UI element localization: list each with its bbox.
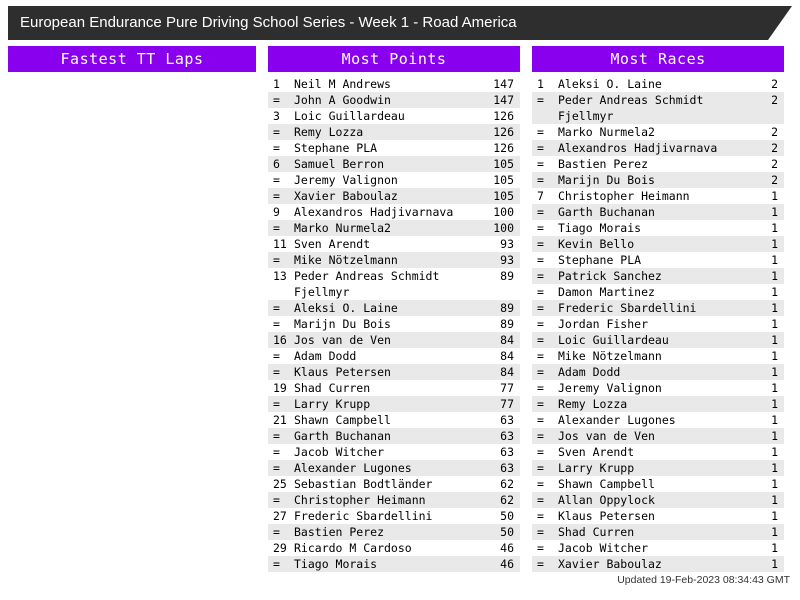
row-driver-name: Allan Oppylock xyxy=(558,493,655,507)
row-value: 63 xyxy=(500,445,514,459)
row-value: 77 xyxy=(500,381,514,395)
row-position: = xyxy=(273,93,280,107)
row-driver-name: Jeremy Valignon xyxy=(294,173,398,187)
row-value: 1 xyxy=(771,461,778,475)
table-row xyxy=(268,540,520,556)
row-value: 1 xyxy=(771,509,778,523)
row-position: = xyxy=(537,93,544,107)
table-row xyxy=(268,492,520,508)
row-driver-name: Kevin Bello xyxy=(558,237,635,251)
row-position: = xyxy=(273,397,280,411)
table-row xyxy=(268,556,520,572)
table-row xyxy=(268,316,520,332)
row-position: = xyxy=(537,557,544,571)
row-position: = xyxy=(273,365,280,379)
row-value: 93 xyxy=(500,253,514,267)
row-position: = xyxy=(273,461,280,475)
row-driver-name: Samuel Berron xyxy=(294,157,385,171)
column-most-points xyxy=(268,46,520,572)
row-position: = xyxy=(273,525,280,539)
row-position: = xyxy=(537,333,544,347)
row-position: = xyxy=(537,477,544,491)
row-driver-name: Xavier Baboulaz xyxy=(294,189,398,203)
row-value: 100 xyxy=(493,205,514,219)
column-header-fastest-tt-laps: Fastest TT Laps xyxy=(8,46,256,72)
table-row xyxy=(268,108,520,124)
table-row xyxy=(532,412,784,428)
row-driver-name: John A Goodwin xyxy=(294,93,391,107)
table-row xyxy=(268,508,520,524)
row-driver-name: Ricardo M Cardoso xyxy=(294,541,412,555)
row-value: 1 xyxy=(771,269,778,283)
table-row xyxy=(532,140,784,156)
table-row xyxy=(268,140,520,156)
row-value: 63 xyxy=(500,413,514,427)
row-value: 1 xyxy=(771,365,778,379)
table-row xyxy=(268,172,520,188)
table-row xyxy=(268,92,520,108)
row-value: 1 xyxy=(771,541,778,555)
table-row xyxy=(532,460,784,476)
row-driver-name: Marijn Du Bois xyxy=(558,173,655,187)
row-driver-name: Tiago Morais xyxy=(558,221,642,235)
table-row xyxy=(532,252,784,268)
table-row xyxy=(268,332,520,348)
table-row xyxy=(532,236,784,252)
table-row xyxy=(268,188,520,204)
table-row xyxy=(532,188,784,204)
row-driver-name: Adam Dodd xyxy=(294,349,357,363)
table-row xyxy=(268,268,520,300)
row-value: 63 xyxy=(500,429,514,443)
rows-most-points xyxy=(268,76,520,572)
row-value: 2 xyxy=(771,77,778,91)
row-position: = xyxy=(537,429,544,443)
row-driver-name: Alexander Lugones xyxy=(294,461,412,475)
row-position: = xyxy=(273,429,280,443)
row-value: 89 xyxy=(500,317,514,331)
row-position: = xyxy=(273,141,280,155)
table-row xyxy=(532,444,784,460)
row-position: 27 xyxy=(273,509,287,523)
row-value: 105 xyxy=(493,173,514,187)
row-value: 1 xyxy=(771,237,778,251)
row-driver-name: Sven Arendt xyxy=(294,237,371,251)
row-value: 147 xyxy=(493,77,514,91)
row-value: 126 xyxy=(493,109,514,123)
rows-most-races xyxy=(532,76,784,572)
row-position: 3 xyxy=(273,109,280,123)
table-row xyxy=(532,492,784,508)
row-driver-name: Frederic Sbardellini xyxy=(294,509,433,523)
row-driver-name: Sven Arendt xyxy=(558,445,635,459)
row-value: 126 xyxy=(493,125,514,139)
row-driver-name: Neil M Andrews xyxy=(294,77,391,91)
row-value: 63 xyxy=(500,461,514,475)
table-row xyxy=(268,204,520,220)
table-row xyxy=(532,156,784,172)
row-value: 84 xyxy=(500,365,514,379)
row-position: = xyxy=(273,253,280,267)
row-driver-name: Adam Dodd xyxy=(558,365,621,379)
page-title: European Endurance Pure Driving School Series - Week 1 - Road America xyxy=(20,14,517,31)
row-position: = xyxy=(273,445,280,459)
row-driver-name: Jordan Fisher xyxy=(558,317,649,331)
row-value: 1 xyxy=(771,349,778,363)
row-value: 2 xyxy=(771,125,778,139)
title-bar-corner-fold xyxy=(768,6,792,40)
row-value: 147 xyxy=(493,93,514,107)
table-row xyxy=(532,476,784,492)
row-value: 1 xyxy=(771,317,778,331)
column-header-most-points: Most Points xyxy=(268,46,520,72)
row-position: = xyxy=(273,557,280,571)
row-position: = xyxy=(273,493,280,507)
row-position: 16 xyxy=(273,333,287,347)
table-row xyxy=(532,540,784,556)
row-driver-name: Marko Nurmela2 xyxy=(294,221,391,235)
table-row xyxy=(268,396,520,412)
row-driver-name: Larry Krupp xyxy=(294,397,371,411)
row-driver-name: Alexander Lugones xyxy=(558,413,676,427)
row-driver-name: Remy Lozza xyxy=(558,397,628,411)
row-value: 1 xyxy=(771,557,778,571)
row-driver-name: Alexandros Hadjivarnava xyxy=(558,141,718,155)
row-position: = xyxy=(273,173,280,187)
row-value: 62 xyxy=(500,493,514,507)
row-driver-name: Loic Guillardeau xyxy=(558,333,669,347)
row-value: 1 xyxy=(771,525,778,539)
row-position: 1 xyxy=(537,77,544,91)
row-position: 25 xyxy=(273,477,287,491)
row-position: = xyxy=(537,125,544,139)
row-value: 2 xyxy=(771,93,778,107)
row-position: 13 xyxy=(273,269,287,283)
title-bar xyxy=(8,6,792,40)
table-row xyxy=(268,524,520,540)
row-driver-name: Jacob Witcher xyxy=(558,541,649,555)
row-value: 1 xyxy=(771,413,778,427)
table-row xyxy=(268,460,520,476)
row-value: 89 xyxy=(500,269,514,283)
table-row xyxy=(268,236,520,252)
row-value: 62 xyxy=(500,477,514,491)
row-position: = xyxy=(537,381,544,395)
table-row xyxy=(268,364,520,380)
row-position: = xyxy=(537,509,544,523)
table-row xyxy=(532,300,784,316)
row-value: 126 xyxy=(493,141,514,155)
row-value: 50 xyxy=(500,509,514,523)
row-driver-name: Marijn Du Bois xyxy=(294,317,391,331)
row-value: 1 xyxy=(771,381,778,395)
row-value: 1 xyxy=(771,253,778,267)
table-row xyxy=(268,412,520,428)
row-value: 1 xyxy=(771,221,778,235)
row-position: = xyxy=(537,461,544,475)
row-position: = xyxy=(537,157,544,171)
row-value: 89 xyxy=(500,301,514,315)
row-position: = xyxy=(537,397,544,411)
row-driver-name: Aleksi O. Laine xyxy=(294,301,398,315)
column-header-most-races: Most Races xyxy=(532,46,784,72)
table-row xyxy=(532,524,784,540)
row-position: = xyxy=(273,221,280,235)
row-driver-name: Tiago Morais xyxy=(294,557,378,571)
table-row xyxy=(268,76,520,92)
table-row xyxy=(532,364,784,380)
row-value: 1 xyxy=(771,477,778,491)
table-row xyxy=(268,124,520,140)
row-driver-name: Stephane PLA xyxy=(294,141,378,155)
row-driver-name: Klaus Petersen xyxy=(558,509,655,523)
row-driver-name: Jacob Witcher xyxy=(294,445,385,459)
row-driver-name: Patrick Sanchez xyxy=(558,269,662,283)
row-position: 19 xyxy=(273,381,287,395)
row-position: 9 xyxy=(273,205,280,219)
row-value: 1 xyxy=(771,493,778,507)
row-driver-name: Klaus Petersen xyxy=(294,365,391,379)
row-position: = xyxy=(537,445,544,459)
row-driver-name: Xavier Baboulaz xyxy=(558,557,662,571)
row-position: = xyxy=(273,301,280,315)
row-driver-name: Jos van de Ven xyxy=(294,333,391,347)
row-value: 1 xyxy=(771,333,778,347)
row-value: 1 xyxy=(771,397,778,411)
row-position: = xyxy=(537,525,544,539)
table-row xyxy=(268,220,520,236)
row-value: 2 xyxy=(771,173,778,187)
row-driver-name: Loic Guillardeau xyxy=(294,109,405,123)
row-position: = xyxy=(537,269,544,283)
row-position: = xyxy=(537,301,544,315)
row-driver-name: Mike Nötzelmann xyxy=(558,349,662,363)
row-driver-name: Garth Buchanan xyxy=(294,429,391,443)
table-row xyxy=(532,220,784,236)
row-position: = xyxy=(537,221,544,235)
row-driver-name: Bastien Perez xyxy=(558,157,649,171)
row-driver-name: Larry Krupp xyxy=(558,461,635,475)
row-value: 1 xyxy=(771,445,778,459)
table-row xyxy=(268,348,520,364)
table-row xyxy=(532,268,784,284)
row-position: = xyxy=(273,189,280,203)
row-position: = xyxy=(273,125,280,139)
row-position: = xyxy=(537,285,544,299)
row-driver-name: Stephane PLA xyxy=(558,253,642,267)
row-position: = xyxy=(273,349,280,363)
row-driver-name: Alexandros Hadjivarnava xyxy=(294,205,454,219)
row-position: = xyxy=(537,365,544,379)
row-value: 1 xyxy=(771,301,778,315)
row-driver-name: Peder Andreas Schmidt Fjellmyr xyxy=(558,93,704,123)
table-row xyxy=(532,124,784,140)
column-most-races xyxy=(532,46,784,572)
table-row xyxy=(532,204,784,220)
row-position: = xyxy=(537,493,544,507)
row-value: 46 xyxy=(500,557,514,571)
row-value: 77 xyxy=(500,397,514,411)
table-row xyxy=(532,316,784,332)
table-row xyxy=(268,300,520,316)
row-driver-name: Bastien Perez xyxy=(294,525,385,539)
table-row xyxy=(268,444,520,460)
row-driver-name: Damon Martinez xyxy=(558,285,655,299)
table-row xyxy=(532,76,784,92)
row-driver-name: Garth Buchanan xyxy=(558,205,655,219)
row-position: = xyxy=(537,253,544,267)
row-position: = xyxy=(537,237,544,251)
row-position: = xyxy=(537,349,544,363)
table-row xyxy=(532,556,784,572)
row-driver-name: Frederic Sbardellini xyxy=(558,301,697,315)
row-value: 93 xyxy=(500,237,514,251)
row-value: 1 xyxy=(771,285,778,299)
table-row xyxy=(268,252,520,268)
row-driver-name: Peder Andreas Schmidt Fjellmyr xyxy=(294,269,440,299)
row-driver-name: Jeremy Valignon xyxy=(558,381,662,395)
row-value: 105 xyxy=(493,189,514,203)
table-row xyxy=(532,284,784,300)
row-value: 1 xyxy=(771,205,778,219)
row-driver-name: Shad Curren xyxy=(294,381,371,395)
row-position: 6 xyxy=(273,157,280,171)
table-row xyxy=(532,92,784,124)
row-driver-name: Christopher Heimann xyxy=(294,493,426,507)
row-value: 105 xyxy=(493,157,514,171)
row-value: 100 xyxy=(493,221,514,235)
updated-timestamp: Updated 19-Feb-2023 08:34:43 GMT xyxy=(617,574,790,586)
row-driver-name: Mike Nötzelmann xyxy=(294,253,398,267)
table-row xyxy=(268,156,520,172)
row-value: 50 xyxy=(500,525,514,539)
row-position: 7 xyxy=(537,189,544,203)
row-driver-name: Shad Curren xyxy=(558,525,635,539)
row-value: 46 xyxy=(500,541,514,555)
row-position: 11 xyxy=(273,237,287,251)
row-position: = xyxy=(537,317,544,331)
row-driver-name: Shawn Campbell xyxy=(558,477,655,491)
row-value: 84 xyxy=(500,349,514,363)
row-value: 1 xyxy=(771,429,778,443)
row-position: 1 xyxy=(273,77,280,91)
row-driver-name: Aleksi O. Laine xyxy=(558,77,662,91)
table-row xyxy=(532,348,784,364)
row-value: 84 xyxy=(500,333,514,347)
table-row xyxy=(532,396,784,412)
row-position: = xyxy=(273,317,280,331)
table-row xyxy=(532,428,784,444)
row-value: 2 xyxy=(771,141,778,155)
row-position: = xyxy=(537,205,544,219)
row-driver-name: Christopher Heimann xyxy=(558,189,690,203)
row-position: = xyxy=(537,173,544,187)
row-driver-name: Marko Nurmela2 xyxy=(558,125,655,139)
row-position: = xyxy=(537,141,544,155)
table-row xyxy=(532,332,784,348)
table-row xyxy=(532,172,784,188)
row-driver-name: Remy Lozza xyxy=(294,125,364,139)
row-driver-name: Sebastian Bodtländer xyxy=(294,477,433,491)
row-driver-name: Shawn Campbell xyxy=(294,413,391,427)
row-position: 29 xyxy=(273,541,287,555)
table-row xyxy=(268,476,520,492)
row-driver-name: Jos van de Ven xyxy=(558,429,655,443)
row-position: = xyxy=(537,413,544,427)
row-value: 2 xyxy=(771,157,778,171)
column-fastest-tt-laps xyxy=(8,46,256,76)
table-row xyxy=(268,380,520,396)
table-row xyxy=(532,380,784,396)
table-row xyxy=(268,428,520,444)
table-row xyxy=(532,508,784,524)
row-value: 1 xyxy=(771,189,778,203)
row-position: 21 xyxy=(273,413,287,427)
row-position: = xyxy=(537,541,544,555)
